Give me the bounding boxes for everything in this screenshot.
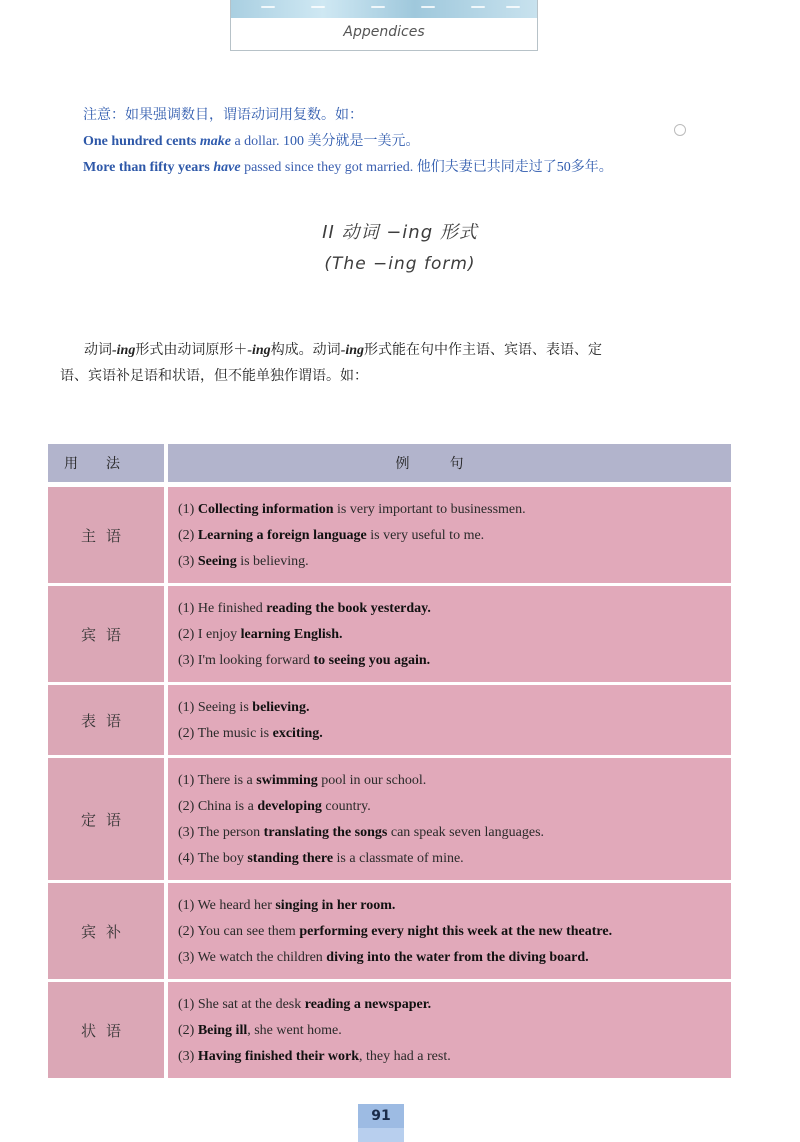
example-sentence: (2) Being ill, she went home. [178, 1023, 342, 1038]
example-sentence: (2) Learning a foreign language is very useful to me. [178, 528, 485, 543]
note-block [83, 103, 763, 181]
example-sentence: (2) I enjoy learning English. [178, 627, 343, 642]
table-row [48, 484, 731, 583]
table-row [48, 583, 731, 682]
usage-cell: 表语 [48, 685, 168, 755]
intro-line-1: 动词-ing形式由动词原形＋-ing构成。动词-ing形式能在句中作主语、宾语、表语、定 [84, 343, 603, 358]
running-header [230, 0, 538, 51]
decorative-circle [674, 124, 686, 136]
note-example-1: One hundred cents make a dollar. 100 美分就是一美元。 [83, 134, 420, 149]
intro-paragraph [60, 338, 735, 390]
examples-cell [168, 758, 731, 880]
table-row [48, 755, 731, 880]
example-sentence: (3) The person translating the songs can speak seven languages. [178, 825, 545, 840]
table-row [48, 880, 731, 979]
header-examples: 例句 [395, 456, 504, 472]
examples-cell [168, 586, 731, 682]
table-row [48, 979, 731, 1078]
usage-cell: 宾语 [48, 586, 168, 682]
example-sentence: (1) Collecting information is very important to businessmen. [178, 502, 526, 517]
examples-cell [168, 883, 731, 979]
example-sentence: (3) We watch the children diving into the water from the diving board. [178, 950, 589, 965]
example-sentence: (4) The boy standing there is a classmate of mine. [178, 851, 464, 866]
example-sentence: (3) Seeing is believing. [178, 554, 309, 569]
table-body [48, 484, 731, 1078]
usage-cell: 定语 [48, 758, 168, 880]
example-sentence: (1) She sat at the desk reading a newspaper. [178, 997, 432, 1012]
intro-line-2: 语、宾语补足语和状语，但不能单独作谓语。如： [60, 369, 368, 384]
note-line: 注意：如果强调数目，谓语动词用复数。如： [83, 108, 363, 123]
example-sentence: (2) China is a developing country. [178, 799, 371, 814]
header-decoration [231, 0, 537, 18]
section-title: II 动词 −ing 形式 [322, 222, 478, 243]
usage-cell: 主语 [48, 487, 168, 583]
table-header [48, 444, 731, 484]
page-number: 91 [358, 1104, 404, 1128]
examples-cell [168, 685, 731, 755]
example-sentence: (3) Having finished their work, they had a rest. [178, 1049, 451, 1064]
examples-cell [168, 982, 731, 1078]
header-usage: 用法 [48, 444, 168, 482]
example-sentence: (1) We heard her singing in her room. [178, 898, 396, 913]
usage-cell: 状语 [48, 982, 168, 1078]
section-subtitle: (The −ing form) [324, 254, 476, 274]
example-sentence: (3) I'm looking forward to seeing you again. [178, 653, 431, 668]
example-sentence: (1) There is a swimming pool in our school. [178, 773, 427, 788]
header-title: Appendices [343, 24, 425, 40]
example-sentence: (1) Seeing is believing. [178, 700, 310, 715]
example-sentence: (1) He finished reading the book yesterday. [178, 601, 431, 616]
example-sentence: (2) You can see them performing every night this week at the new theatre. [178, 924, 613, 939]
note-example-2: More than fifty years have passed since they got married. 他们夫妻已共同走过了50多年。 [83, 160, 613, 175]
usage-cell: 宾补 [48, 883, 168, 979]
example-sentence: (2) The music is exciting. [178, 726, 323, 741]
usage-table [48, 444, 731, 1078]
examples-cell [168, 487, 731, 583]
table-row [48, 682, 731, 755]
